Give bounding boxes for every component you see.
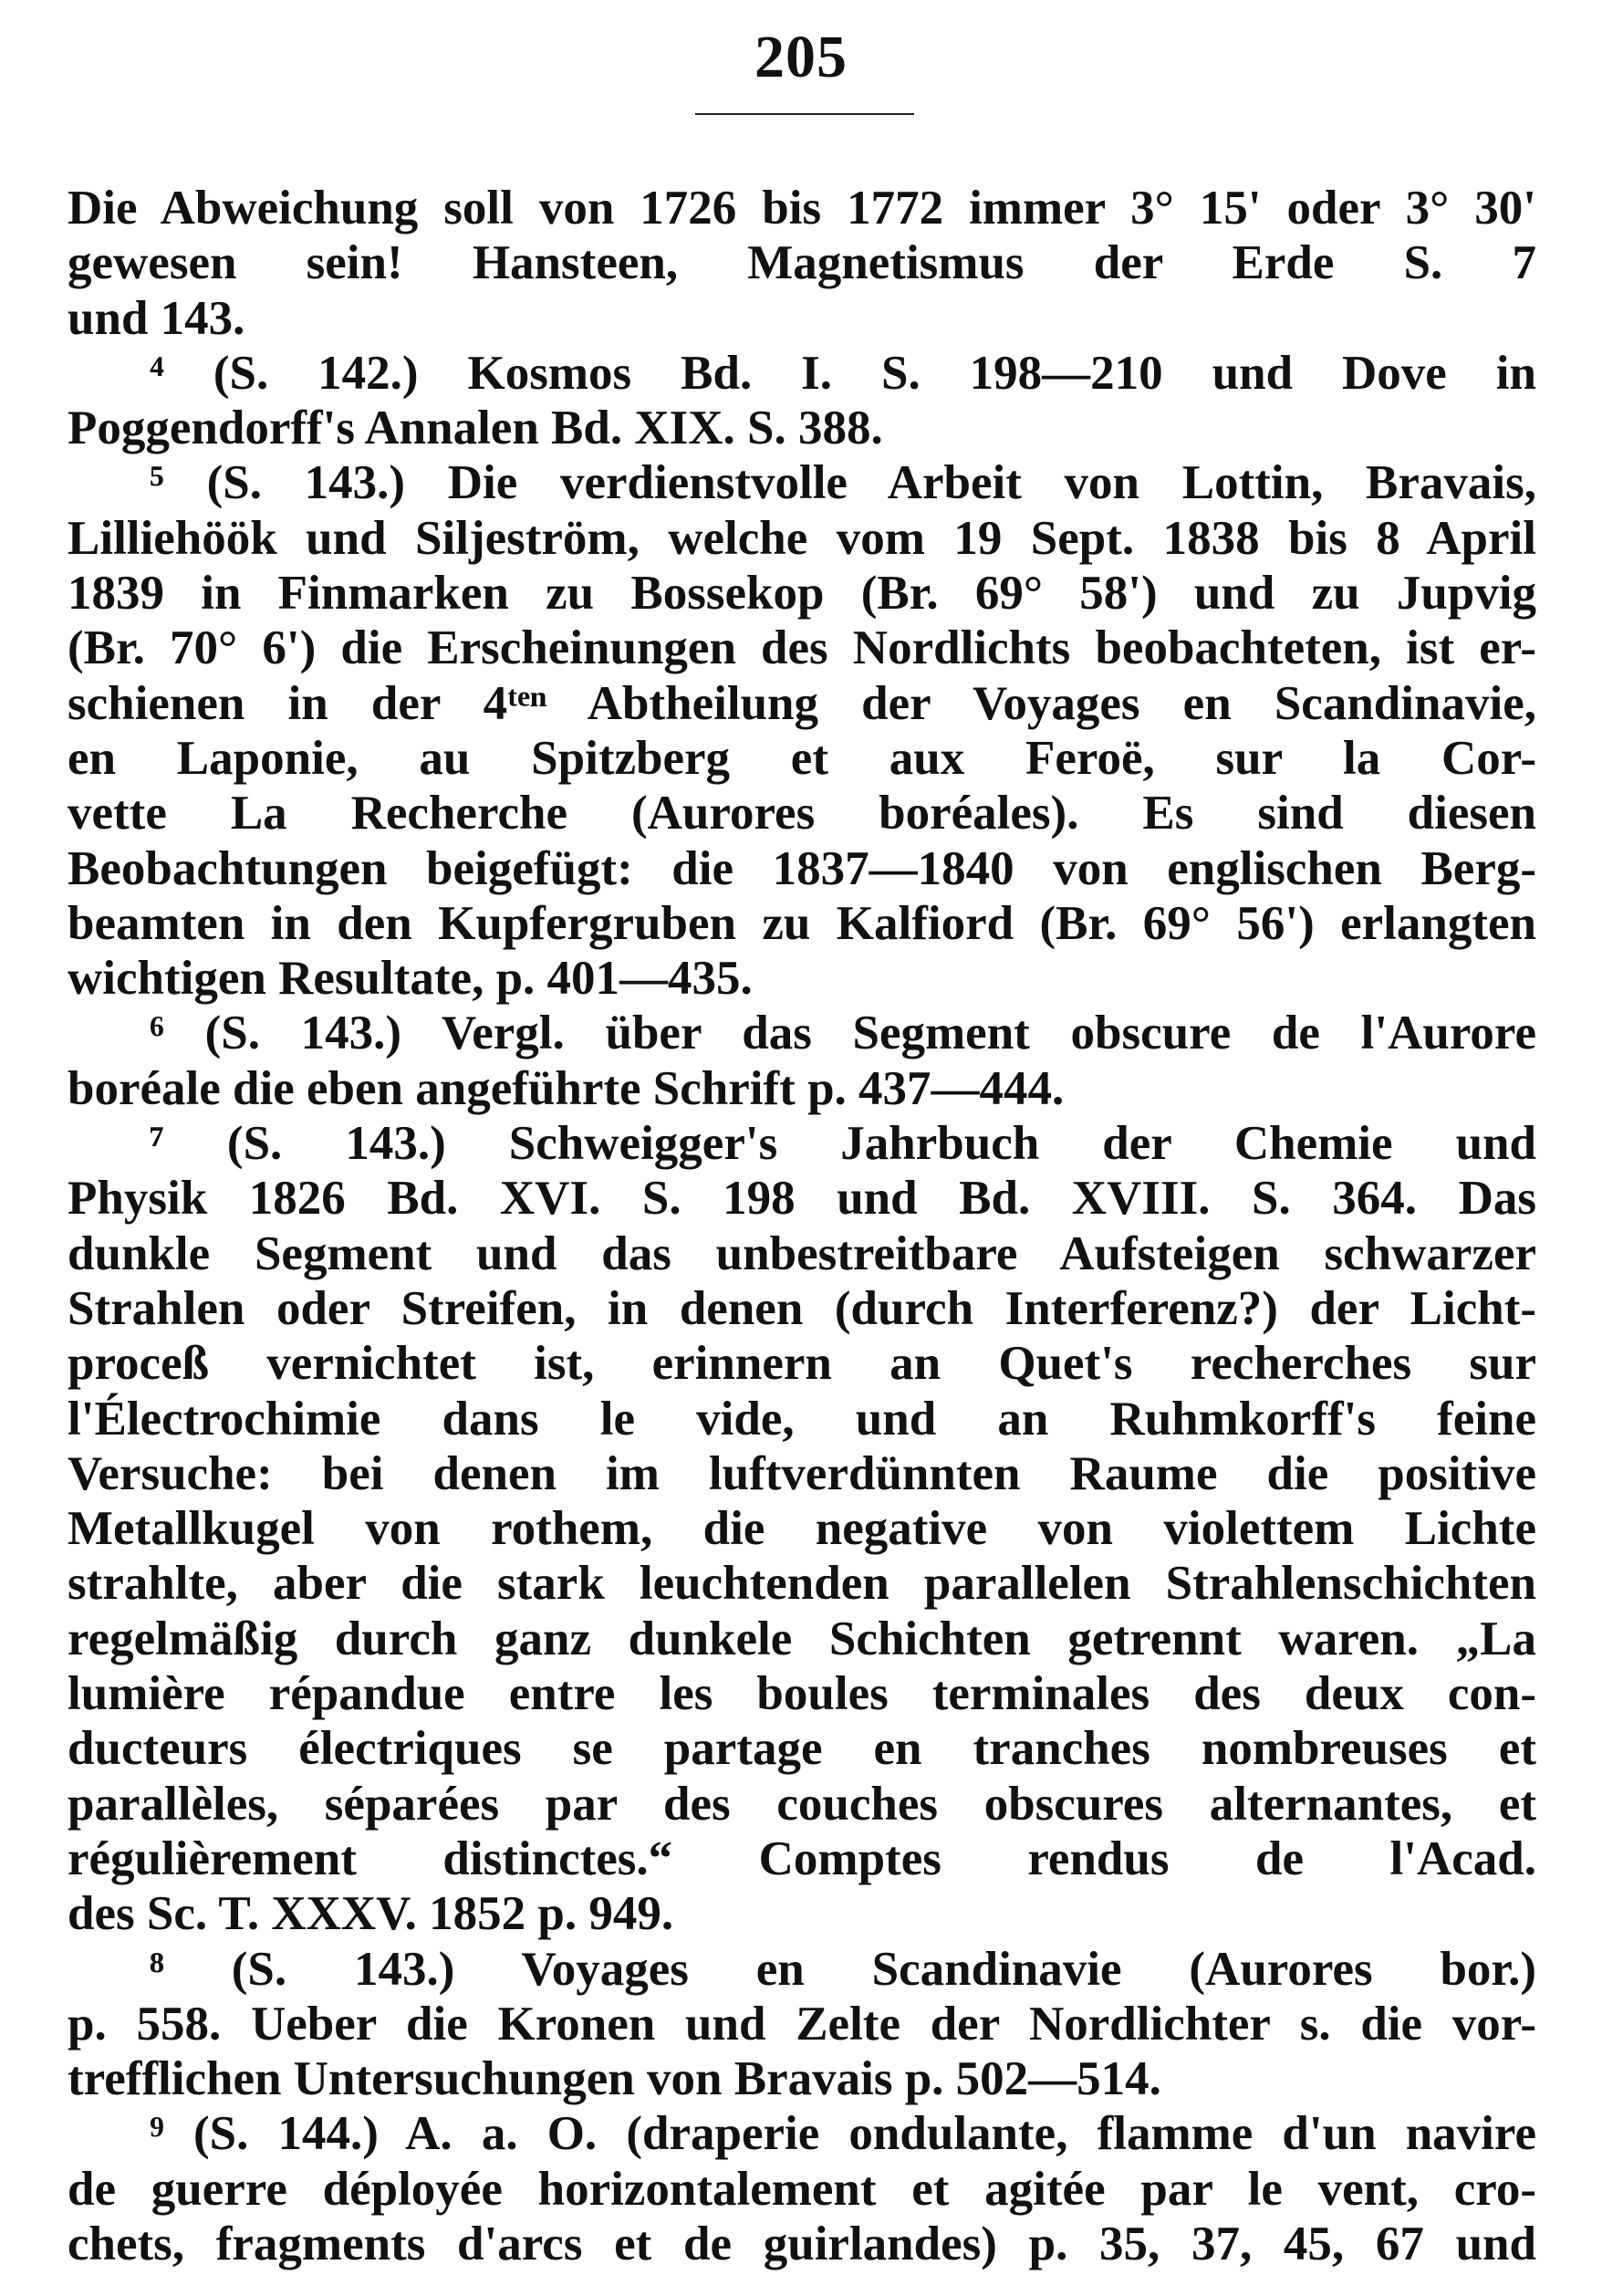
text-line: Physik 1826 Bd. XVI. S. 198 und Bd. XVIII. S. 364. Das	[68, 1172, 1536, 1226]
text-line: chets, fragments d'arcs et de guirlandes) p. 35, 37, 45, 67 und	[68, 2217, 1536, 2270]
text-line: ⁹ (S. 144.) A. a. O. (draperie ondulante, flamme d'un navire	[150, 2107, 1536, 2161]
text-line: lumière répandue entre les boules terminales des deux con-	[68, 1667, 1536, 1721]
text-line: ducteurs électriques se partage en tranches nombreuses et	[68, 1722, 1536, 1776]
text-line: ⁷ (S. 143.) Schweigger's Jahrbuch der Chemie und	[150, 1117, 1536, 1171]
text-line: l'Électrochimie dans le vide, und an Ruhmkorff's feine	[68, 1392, 1536, 1445]
text-line: en Laponie, au Spitzberg et aux Feroë, sur la Cor-	[68, 731, 1536, 785]
page-body-text	[68, 181, 1536, 2271]
text-line: Beobachtungen beigefügt: die 1837—1840 von englischen Berg-	[68, 841, 1536, 895]
text-line: ⁶ (S. 143.) Vergl. über das Segment obscure de l'Aurore	[150, 1007, 1536, 1060]
header-rule	[695, 113, 914, 115]
text-line: regelmäßig durch ganz dunkele Schichten getrennt waren. „La	[68, 1612, 1536, 1665]
text-line: p. 558. Ueber die Kronen und Zelte der Nordlichter s. die vor-	[68, 1997, 1536, 2051]
text-line: und 143.	[68, 291, 245, 345]
text-line: dunkle Segment und das unbestreitbare Aufsteigen schwarzer	[68, 1226, 1536, 1280]
text-line: régulièrement distinctes.“ Comptes rendus de l'Acad.	[68, 1832, 1536, 1885]
text-line: des Sc. T. XXXV. 1852 p. 949.	[68, 1887, 674, 1941]
text-line: Strahlen oder Streifen, in denen (durch Interferenz?) der Licht-	[68, 1281, 1536, 1335]
text-line: ⁸ (S. 143.) Voyages en Scandinavie (Aurores bor.)	[150, 1942, 1536, 1996]
text-line: (Br. 70° 6') die Erscheinungen des Nordlichts beobachteten, ist er-	[68, 621, 1536, 675]
page-number: 205	[754, 24, 848, 90]
text-line: Lilliehöök und Siljeström, welche vom 19 Sept. 1838 bis 8 April	[68, 511, 1536, 565]
text-line: wichtigen Resultate, p. 401—435.	[68, 952, 753, 1006]
text-line: Die Abweichung soll von 1726 bis 1772 immer 3° 15' oder 3° 30'	[68, 182, 1536, 235]
text-line: Versuche: bei denen im luftverdünnten Raume die positive	[68, 1446, 1536, 1500]
text-line: parallèles, séparées par des couches obscures alternantes, et	[68, 1777, 1536, 1831]
text-line: Metallkugel von rothem, die negative von violettem Lichte	[68, 1502, 1536, 1556]
text-line: schienen in der 4ᵗᵉⁿ Abtheilung der Voyages en Scandinavie,	[68, 676, 1536, 730]
text-line: Poggendorff's Annalen Bd. XIX. S. 388.	[68, 402, 883, 455]
text-line: 1839 in Finmarken zu Bossekop (Br. 69° 58') und zu Jupvig	[68, 567, 1536, 621]
text-line: boréale die eben angeführte Schrift p. 437—444.	[68, 1061, 1065, 1115]
text-line: ⁵ (S. 143.) Die verdienstvolle Arbeit von Lottin, Bravais,	[150, 456, 1536, 510]
text-line: beamten in den Kupfergruben zu Kalfiord (Br. 69° 56') erlangten	[68, 896, 1536, 950]
text-line: de guerre déployée horizontalement et agitée par le vent, cro-	[68, 2162, 1536, 2216]
text-line: gewesen sein! Hansteen, Magnetismus der Erde S. 7	[68, 236, 1536, 290]
text-line: ⁴ (S. 142.) Kosmos Bd. I. S. 198—210 und Dove in	[150, 346, 1536, 400]
text-line: trefflichen Untersuchungen von Bravais p. 502—514.	[68, 2052, 1161, 2106]
text-line: strahlte, aber die stark leuchtenden parallelen Strahlenschichten	[68, 1557, 1536, 1611]
text-line: proceß vernichtet ist, erinnern an Quet's recherches sur	[68, 1337, 1536, 1391]
text-line: vette La Recherche (Aurores boréales). Es sind diesen	[68, 787, 1536, 840]
